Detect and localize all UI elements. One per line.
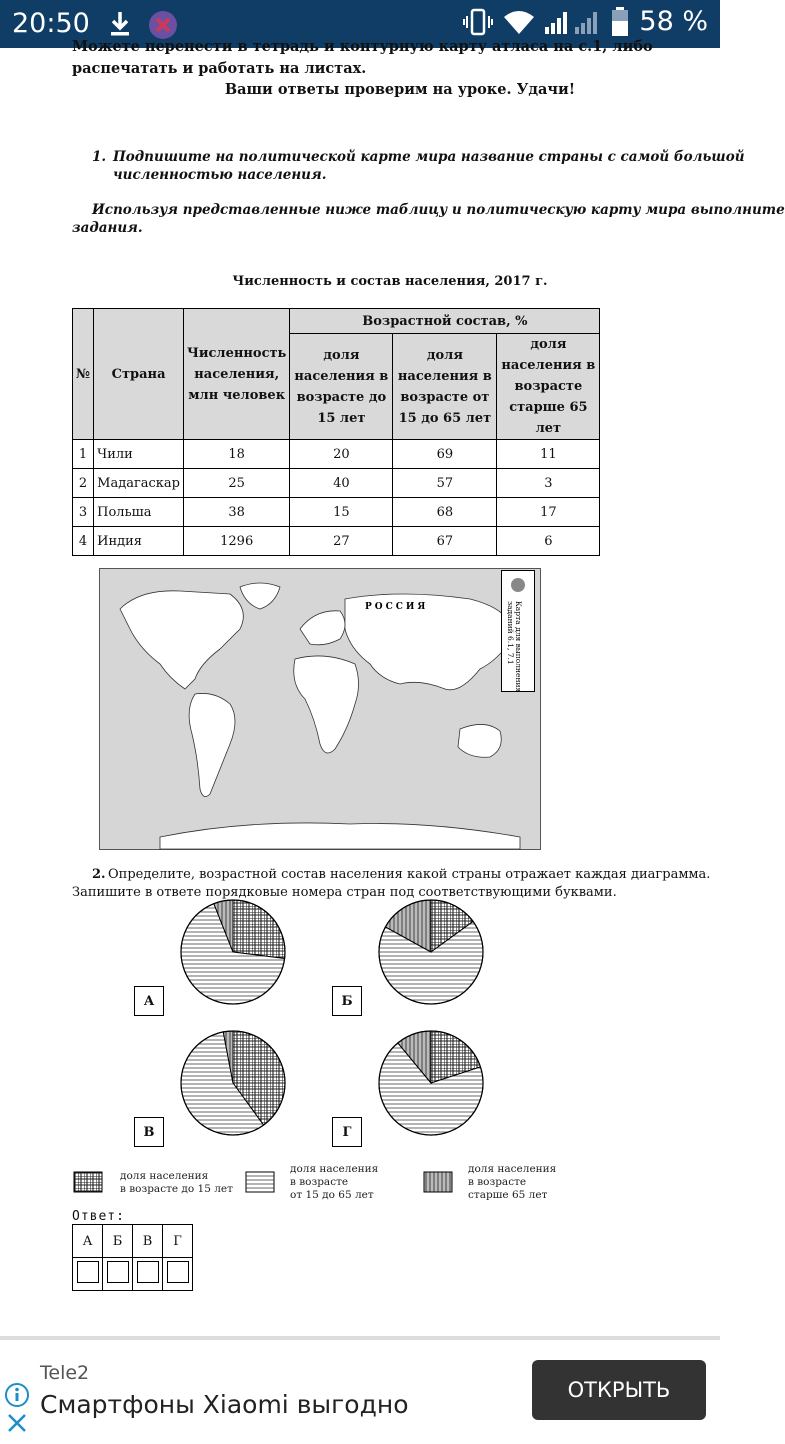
answer-letter: В — [133, 1225, 163, 1258]
row-over65: 17 — [497, 498, 600, 527]
row-over65: 11 — [497, 440, 600, 469]
row-population: 38 — [184, 498, 290, 527]
row-over65: 6 — [497, 527, 600, 556]
row-15-65: 67 — [393, 527, 497, 556]
app-notification-icon — [148, 10, 178, 40]
answer-box[interactable] — [137, 1261, 159, 1283]
legend-over65-line1: доля населения — [468, 1163, 557, 1175]
intro-line1: Можете перенести в тетрадь и контурную карту атласа на с.1, либо — [72, 38, 653, 55]
instruction-line1: Используя представленные ниже таблицу и политическую карту мира выполните — [92, 202, 785, 218]
map-side-note — [501, 570, 535, 692]
north-america-shape — [120, 591, 243, 689]
info-icon[interactable] — [4, 1382, 30, 1408]
row-under15: 40 — [290, 469, 393, 498]
header-country: Страна — [94, 309, 184, 440]
row-country: Польша — [94, 498, 184, 527]
wifi-icon — [503, 9, 535, 35]
task1-line2: численностью населения. — [113, 167, 327, 183]
ad-sponsor: Tele2 — [40, 1362, 90, 1384]
row-population: 1296 — [184, 527, 290, 556]
world-map-drawing — [100, 569, 540, 849]
chart-label-g: Г — [332, 1117, 362, 1147]
row-15-65: 68 — [393, 498, 497, 527]
russia-label: РОССИЯ — [365, 602, 429, 612]
header-age: Возрастной состав, % — [290, 309, 600, 334]
status-time: 20:50 — [12, 8, 90, 39]
signal-icon — [545, 9, 601, 35]
europe-shape — [300, 611, 345, 645]
map-side-note-drawing — [502, 571, 534, 691]
header-population: Численность населения, млн человек — [184, 309, 290, 440]
download-icon — [108, 10, 132, 38]
answer-box[interactable] — [107, 1261, 129, 1283]
header-over65: доля населения в возрасте старше 65 лет — [497, 334, 600, 440]
row-population: 18 — [184, 440, 290, 469]
row-15-65: 57 — [393, 469, 497, 498]
task1-number: 1. — [92, 149, 107, 165]
answer-cell-a[interactable] — [73, 1258, 103, 1291]
row-over65: 3 — [497, 469, 600, 498]
table-row — [73, 440, 600, 469]
legend-15-65 — [290, 1163, 378, 1202]
australia-shape — [458, 724, 501, 757]
answer-label: Ответ: — [72, 1209, 125, 1224]
instruction-line2: задания. — [72, 220, 143, 236]
table-caption: Численность и состав населения, 2017 г. — [232, 274, 548, 289]
battery-icon — [611, 7, 629, 37]
legend-under15 — [120, 1170, 233, 1196]
task2-number: 2. — [92, 867, 106, 882]
row-country: Мадагаскар — [94, 469, 184, 498]
answer-table — [72, 1224, 193, 1291]
row-population: 25 — [184, 469, 290, 498]
africa-shape — [294, 656, 359, 753]
chart-label-b: Б — [332, 986, 362, 1016]
answer-cell-b[interactable] — [103, 1258, 133, 1291]
chart-label-a: А — [134, 986, 164, 1016]
map-note-line1: Карта для выполнения — [514, 601, 523, 693]
answer-cell-g[interactable] — [163, 1258, 193, 1291]
table-row — [73, 469, 600, 498]
task2-line1: Определите, возрастной состав населения какой страны отражает каждая диаграмма. — [108, 867, 711, 882]
pie-slice-1-under15 — [233, 900, 285, 959]
legend-over65-line2: в возрасте — [468, 1176, 527, 1188]
chart-label-v: В — [134, 1117, 164, 1147]
legend-mid-line3: от 15 до 65 лет — [290, 1189, 374, 1201]
row-under15: 27 — [290, 527, 393, 556]
legend-swatch-15-65 — [246, 1172, 274, 1192]
answer-box[interactable] — [167, 1261, 189, 1283]
answer-cell-v[interactable] — [133, 1258, 163, 1291]
document-page — [0, 38, 785, 1336]
table-row — [73, 527, 600, 556]
row-number: 3 — [73, 498, 94, 527]
ad-banner[interactable] — [0, 1336, 720, 1444]
legend-swatch-under15 — [74, 1172, 102, 1192]
legend-under15-line1: доля населения — [120, 1170, 209, 1182]
ad-open-button[interactable]: ОТКРЫТЬ — [532, 1360, 706, 1420]
battery-percent: 58 % — [639, 6, 708, 37]
row-number: 4 — [73, 527, 94, 556]
task2-line2: Запишите в ответе порядковые номера стран под соответствующими буквами. — [72, 885, 617, 900]
legend-mid-line2: в возрасте — [290, 1176, 349, 1188]
answer-letter: А — [73, 1225, 103, 1258]
answer-box[interactable] — [77, 1261, 99, 1283]
intro-line2: распечатать и работать на листах. — [72, 60, 367, 77]
legend-over65 — [468, 1163, 556, 1202]
row-country: Чили — [94, 440, 184, 469]
antarctica-shape — [160, 823, 520, 849]
legend-over65-line3: старше 65 лет — [468, 1189, 548, 1201]
answer-letter: Б — [103, 1225, 133, 1258]
row-under15: 20 — [290, 440, 393, 469]
row-under15: 15 — [290, 498, 393, 527]
globe-icon — [511, 578, 525, 592]
population-table — [72, 308, 600, 556]
ad-title[interactable]: Смартфоны Xiaomi выгодно — [40, 1390, 409, 1419]
legend-mid-line1: доля населения — [290, 1163, 379, 1175]
close-icon[interactable] — [6, 1412, 28, 1434]
intro-line3: Ваши ответы проверим на уроке. Удачи! — [224, 81, 576, 98]
map-note-line2: заданий 6.1, 7.1 — [506, 601, 515, 665]
header-number: № — [73, 309, 94, 440]
greenland-shape — [240, 583, 280, 609]
header-under15: доля населения в возрасте до 15 лет — [290, 334, 393, 440]
task1-line1: Подпишите на политической карте мира название страны с самой большой — [113, 149, 745, 165]
row-number: 1 — [73, 440, 94, 469]
world-map — [99, 568, 541, 850]
vibrate-icon — [463, 8, 493, 36]
south-america-shape — [189, 693, 235, 796]
status-right — [463, 6, 708, 37]
legend-swatch-over65 — [424, 1172, 452, 1192]
row-country: Индия — [94, 527, 184, 556]
row-15-65: 69 — [393, 440, 497, 469]
header-15-65: доля населения в возрасте от 15 до 65 лет — [393, 334, 497, 440]
legend-under15-line2: в возрасте до 15 лет — [120, 1183, 233, 1195]
answer-letter: Г — [163, 1225, 193, 1258]
row-number: 2 — [73, 469, 94, 498]
table-row — [73, 498, 600, 527]
